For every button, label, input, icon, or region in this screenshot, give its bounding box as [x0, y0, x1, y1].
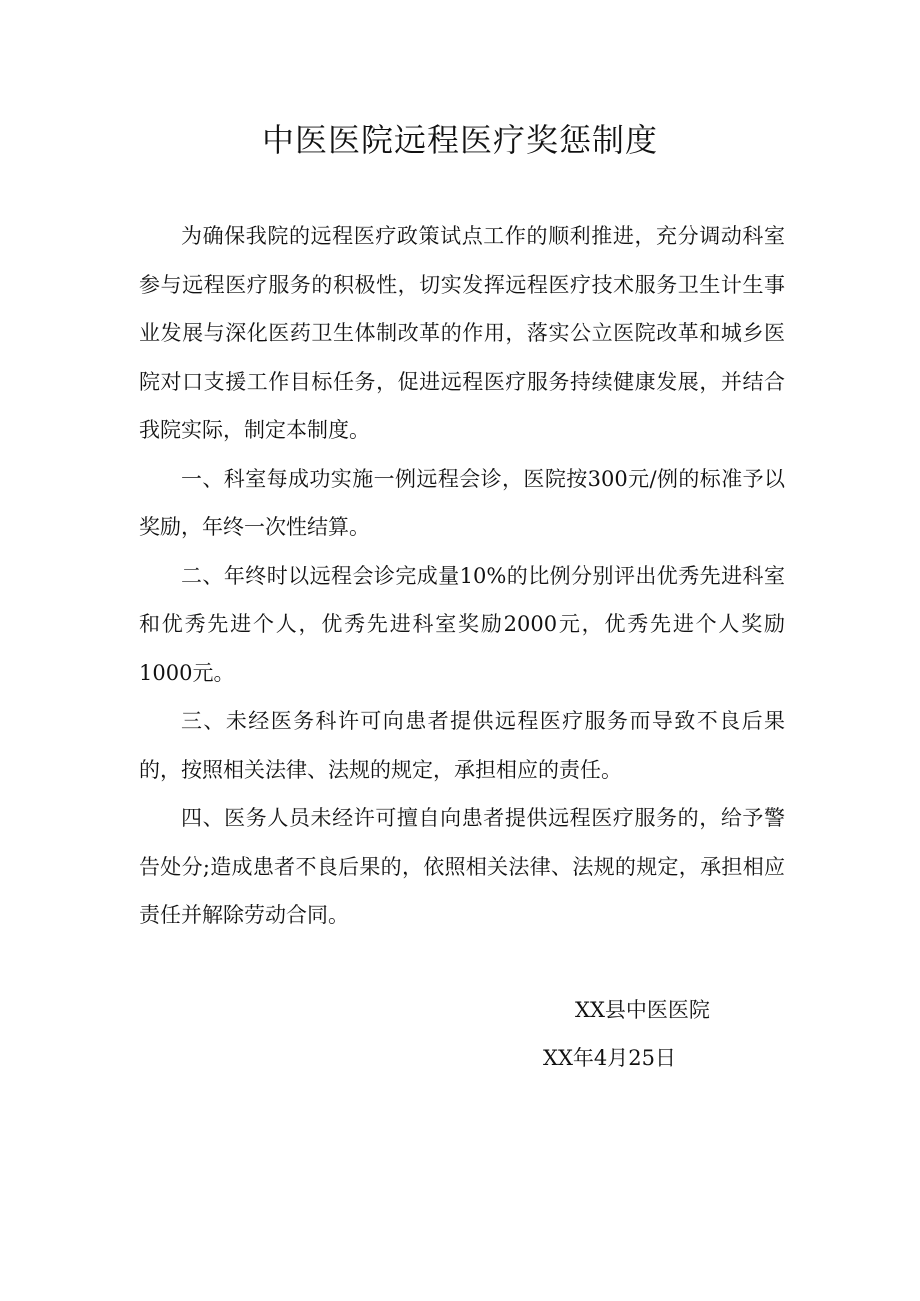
paragraph-rule-3: 三、未经医务科许可向患者提供远程医疗服务而导致不良后果的，按照相关法律、法规的规定，承担相应的责任。	[139, 709, 785, 782]
document-body	[139, 212, 785, 940]
signature-date: XX年4月25日	[543, 1046, 676, 1070]
paragraph-rule-4: 四、医务人员未经许可擅自向患者提供远程医疗服务的，给予警告处分;造成患者不良后果的，依照相关法律、法规的规定，承担相应责任并解除劳动合同。	[139, 806, 785, 927]
signature-organization: XX县中医医院	[575, 998, 710, 1022]
paragraph-rule-2: 二、年终时以远程会诊完成量10%的比例分别评出优秀先进科室和优秀先进个人，优秀先进科室奖励2000元，优秀先进个人奖励1000元。	[139, 563, 785, 685]
document-title: 中医医院远程医疗奖惩制度	[261, 121, 658, 159]
paragraph-intro: 为确保我院的远程医疗政策试点工作的顺利推进，充分调动科室参与远程医疗服务的积极性，切实发挥远程医疗技术服务卫生计生事业发展与深化医药卫生体制改革的作用，落实公立医院改革和城乡医院对口支援工作目标任务，促进远程医疗服务持续健康发展，并结合我院实际，制定本制度。	[139, 224, 785, 442]
paragraph-rule-1: 一、科室每成功实施一例远程会诊，医院按300元/例的标准予以奖励，年终一次性结算。	[139, 466, 785, 539]
signature-block	[0, 986, 920, 1086]
